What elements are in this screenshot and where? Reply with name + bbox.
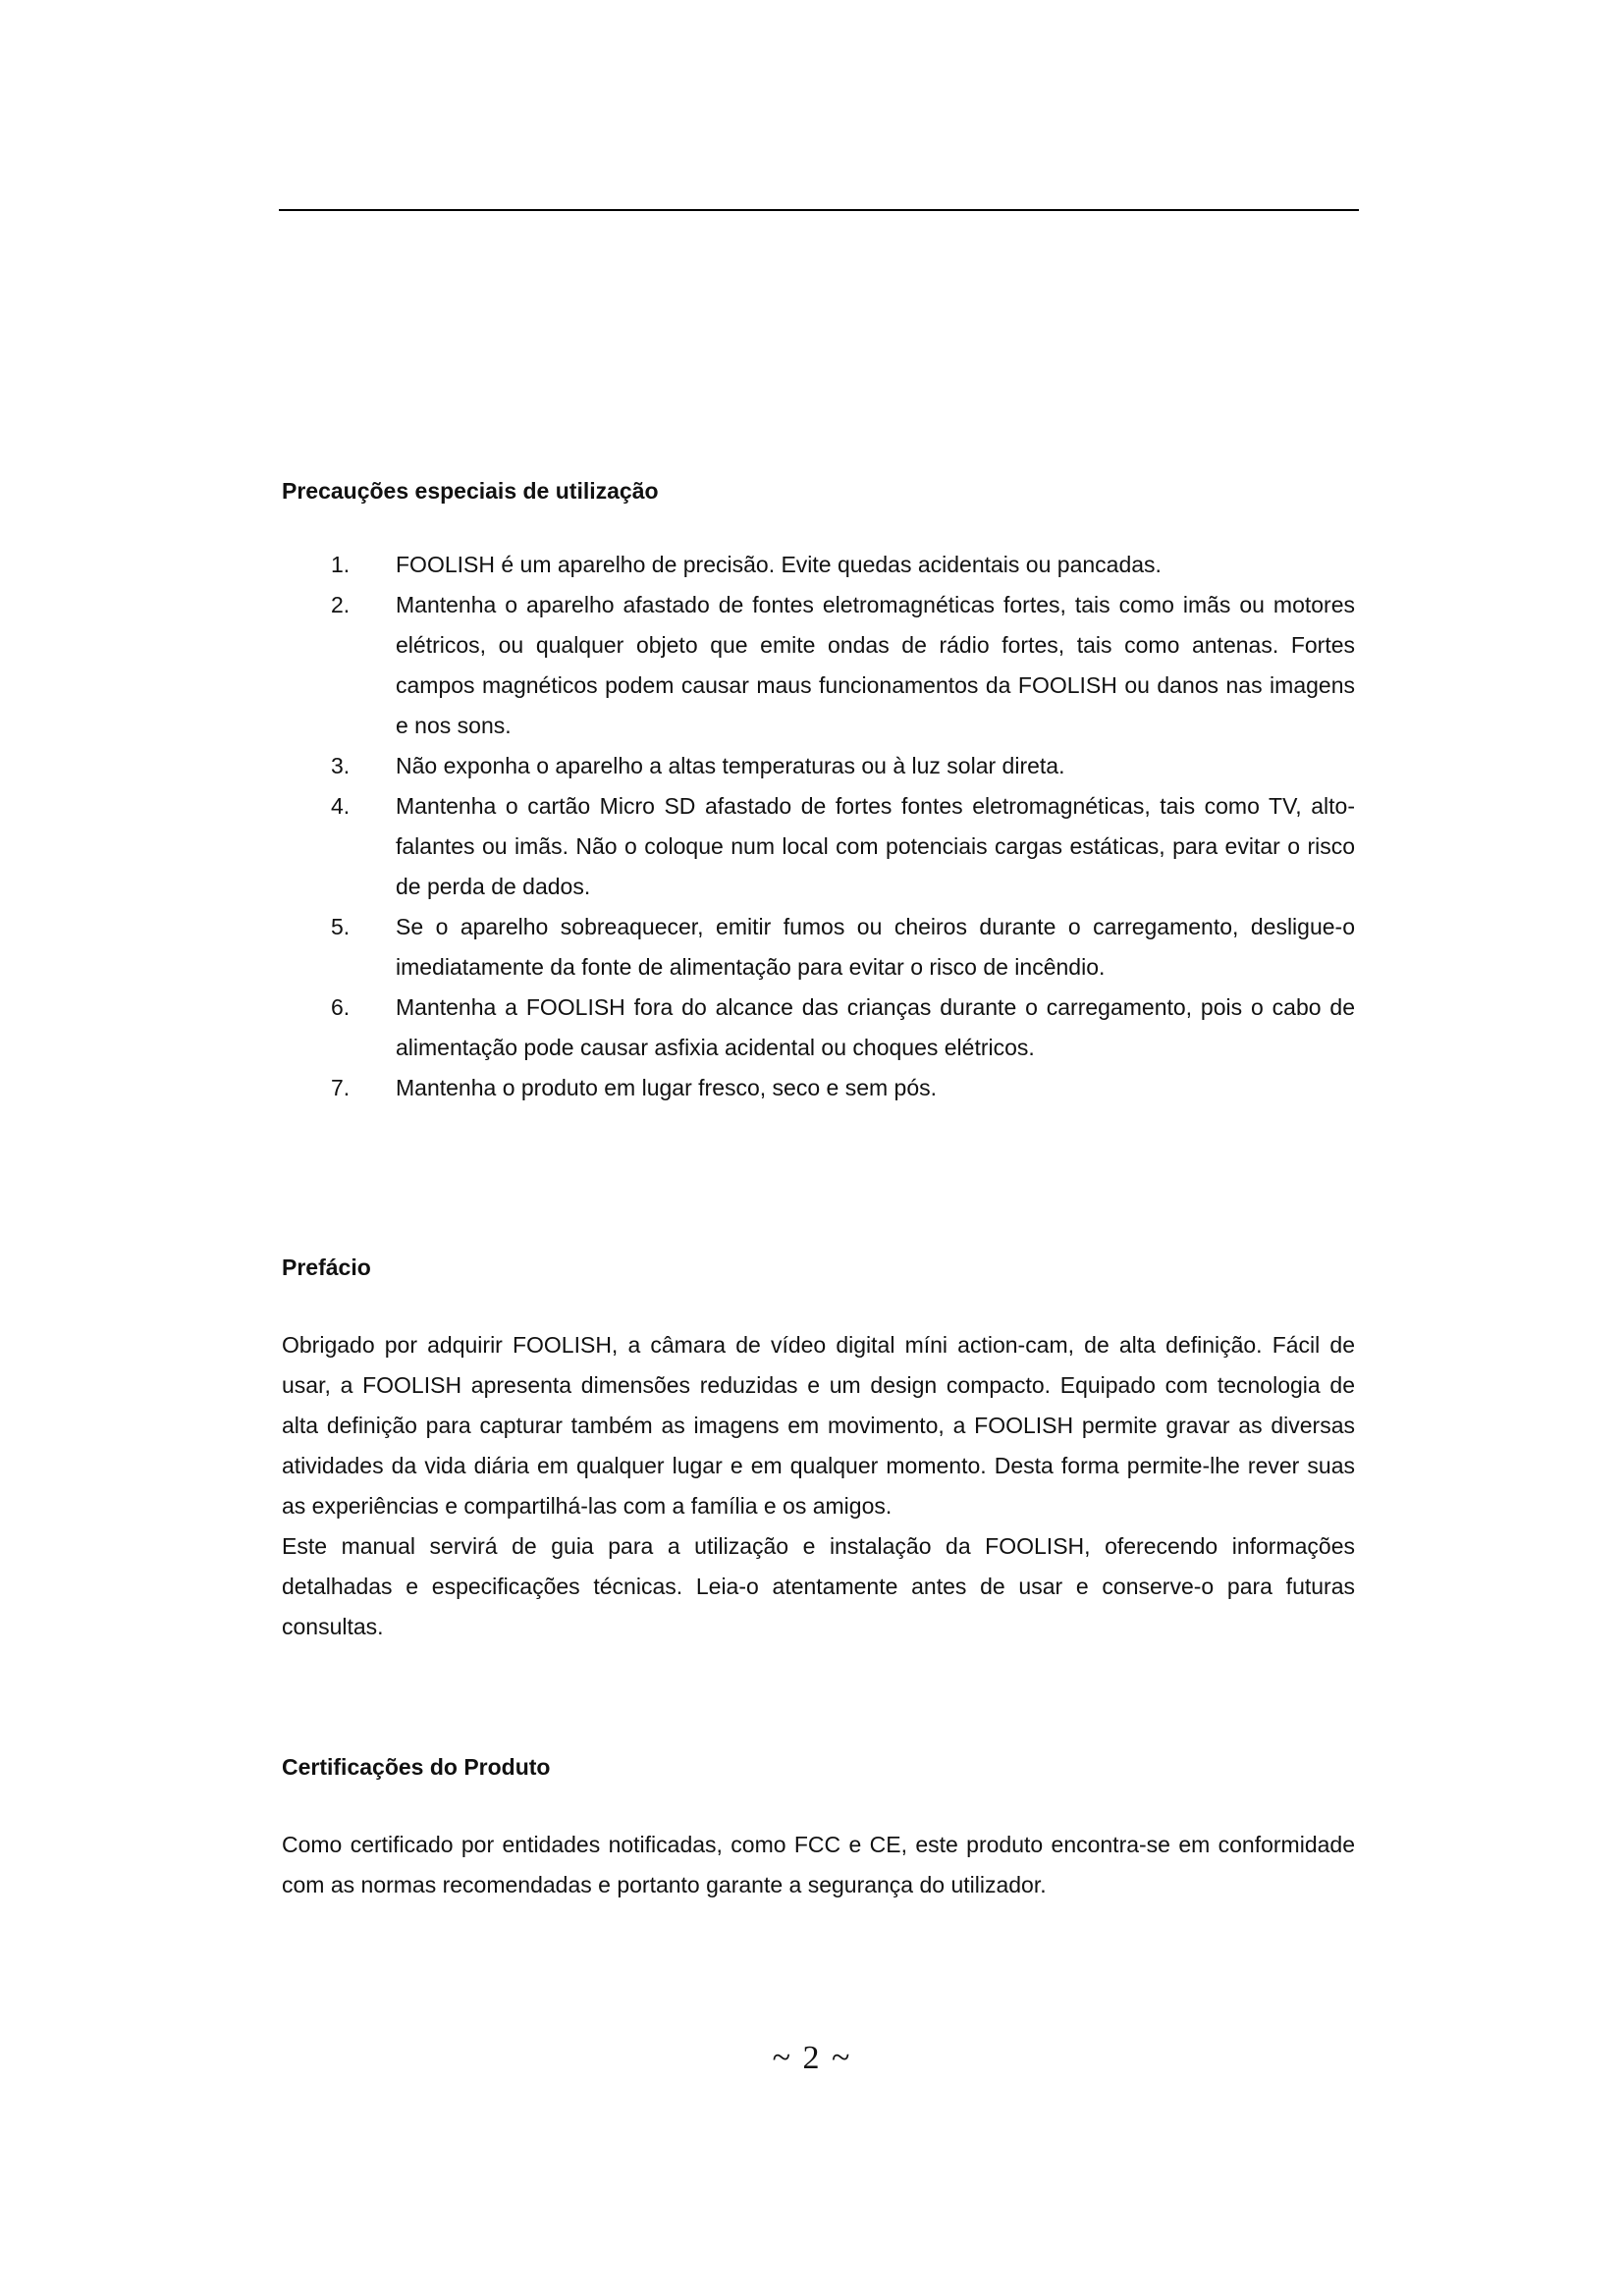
list-item (282, 545, 1355, 585)
list-item (282, 988, 1355, 1068)
list-item-text: Mantenha o cartão Micro SD afastado de fortes fontes eletromagnéticas, tais como TV, alto-falantes ou imãs. Não o coloque num local com potenciais cargas estáticas, para evitar o risco de perda de dados. (396, 793, 1355, 899)
preface-paragraph: Este manual servirá de guia para a utilização e instalação da FOOLISH, oferecendo informações detalhadas e especificações técnicas. Leia-o atentamente antes de usar e conserve-o para futuras consultas. (282, 1533, 1355, 1639)
list-item-number: 2. (331, 592, 351, 617)
list-item-text: Mantenha a FOOLISH fora do alcance das crianças durante o carregamento, pois o cabo de alimentação pode causar asfixia acidental ou choques elétricos. (396, 994, 1355, 1060)
precautions-title: Precauções especiais de utilização (282, 478, 659, 504)
section-spacer (282, 1647, 1355, 1747)
list-item-number: 6. (331, 994, 351, 1020)
header-rule (279, 209, 1359, 211)
list-item (282, 746, 1355, 786)
preface-paragraph: Obrigado por adquirir FOOLISH, a câmara de vídeo digital míni action-cam, de alta definição. Fácil de usar, a FOOLISH apresenta dimensões reduzidas e um design compacto. Equipado com tecnologia de alta definição para capturar também as imagens em movimento, a FOOLISH permite gravar as diversas atividades da vida diária em qualquer lugar e em qualquer momento. Desta forma permite-lhe rever suas as experiências e compartilhá-las com a família e os amigos. (282, 1332, 1355, 1519)
preface-title: Prefácio (282, 1255, 371, 1280)
list-item-text: Mantenha o aparelho afastado de fontes eletromagnéticas fortes, tais como imãs ou motores elétricos, ou qualquer objeto que emite ondas de rádio fortes, tais como antenas. Fortes campos magnéticos podem causar maus funcionamentos da FOOLISH ou danos nas imagens e nos sons. (396, 592, 1355, 738)
list-item-text: FOOLISH é um aparelho de precisão. Evite quedas acidentais ou pancadas. (396, 552, 1162, 577)
list-item-number: 1. (331, 552, 351, 577)
list-item-number: 4. (331, 793, 351, 819)
certifications-title: Certificações do Produto (282, 1754, 551, 1780)
list-item-text: Mantenha o produto em lugar fresco, seco e sem pós. (396, 1075, 938, 1100)
list-item-text: Não exponha o aparelho a altas temperaturas ou à luz solar direta. (396, 753, 1065, 778)
list-item-text: Se o aparelho sobreaquecer, emitir fumos ou cheiros durante o carregamento, desligue-o imediatamente da fonte de alimentação para evitar o risco de incêndio. (396, 914, 1355, 980)
list-item (282, 1068, 1355, 1108)
page-content (282, 471, 1355, 1905)
precautions-list (282, 545, 1355, 1108)
list-item-number: 5. (331, 914, 351, 939)
section-spacer (282, 1788, 1355, 1825)
list-item (282, 585, 1355, 746)
list-item-number: 7. (331, 1075, 351, 1100)
section-spacer (282, 1288, 1355, 1325)
list-item (282, 786, 1355, 907)
list-item (282, 907, 1355, 988)
section-spacer (282, 1108, 1355, 1248)
list-item-number: 3. (331, 753, 351, 778)
certifications-paragraph: Como certificado por entidades notificadas, como FCC e CE, este produto encontra-se em conformidade com as normas recomendadas e portanto garante a segurança do utilizador. (282, 1832, 1355, 1897)
page-number: ~ 2 ~ (772, 2040, 852, 2076)
